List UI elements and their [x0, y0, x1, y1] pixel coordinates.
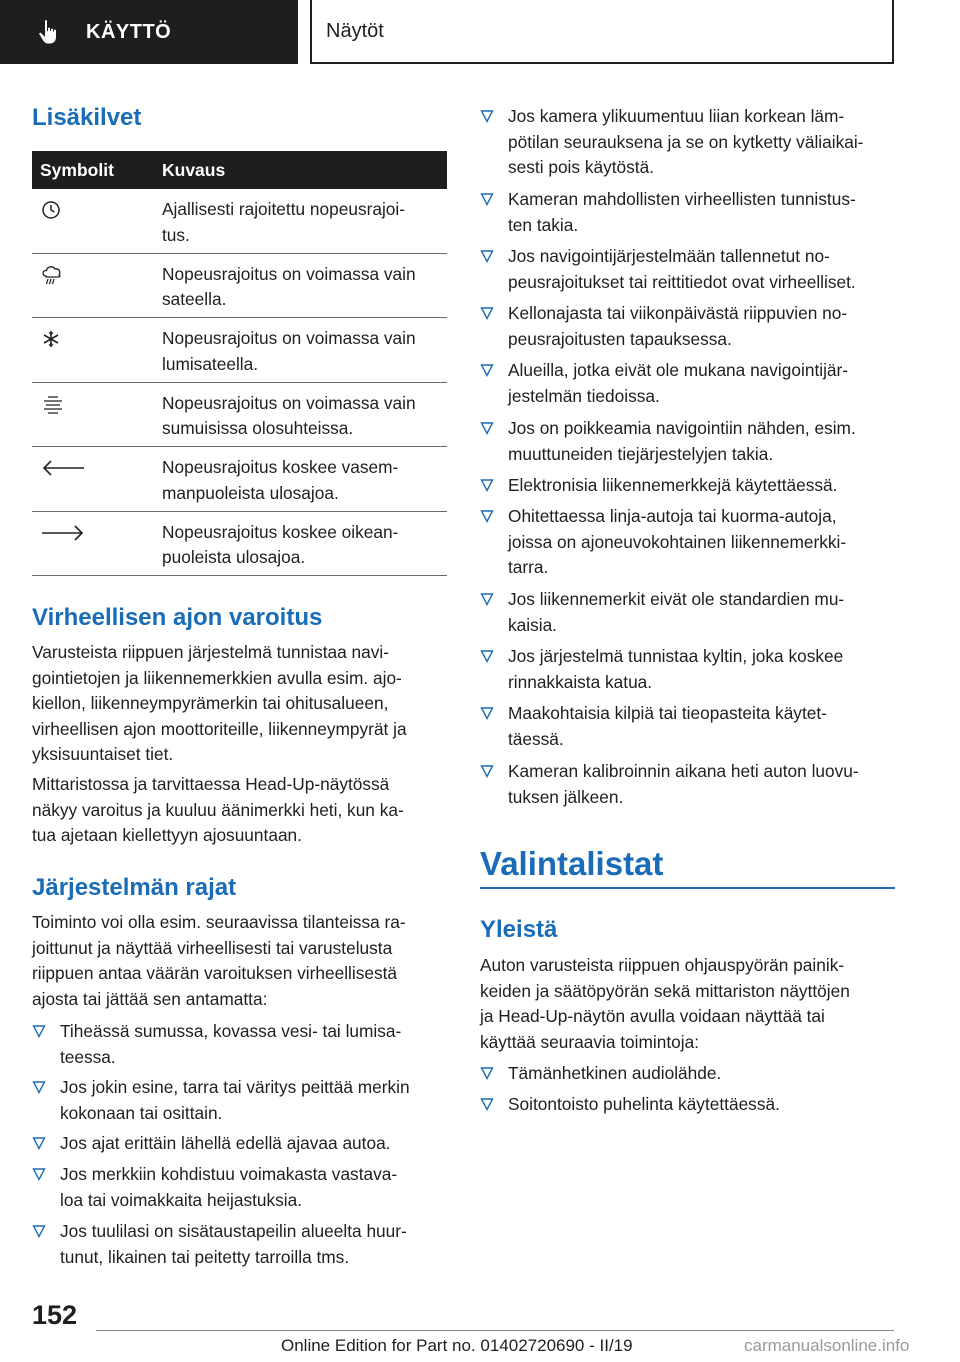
text-line: kiellon, liikenneympyrämerkin tai ohitusalueen,: [32, 693, 389, 713]
snowflake-icon: [40, 328, 62, 350]
text-line: muuttuneiden tiejärjestelyjen takia.: [508, 443, 774, 464]
hand-pointer-icon: [36, 18, 64, 46]
bullet-triangle-icon: [480, 478, 494, 492]
text-line: ja Head-Up-näytön avulla voidaan näyttää tai: [480, 1006, 825, 1026]
text-line: joissa on ajoneuvokohtainen liikennemerkki-: [508, 531, 847, 552]
rain-cloud-icon: [40, 264, 66, 286]
text-line: Varusteista riippuen järjestelmä tunnistaa navi-: [32, 642, 390, 662]
heading-virheellisen-ajon-varoitus: Virheellisen ajon varoitus: [32, 604, 323, 631]
text-line: kaisia.: [508, 614, 557, 635]
heading-yleista: Yleistä: [480, 916, 558, 943]
text-line: peusrajoitukset tai reittitiedot ovat virheelliset.: [508, 271, 856, 292]
subsection-title: Näytöt: [326, 19, 384, 42]
row-description-line1: Ajallisesti rajoitettu nopeusrajoi-: [162, 199, 406, 219]
text-line: Kameran mahdollisten virheellisten tunnistus-: [508, 189, 856, 209]
list-item: [32, 1019, 447, 1071]
clock-icon: [40, 199, 62, 221]
text-line: kokonaan tai osittain.: [60, 1102, 223, 1123]
table-header: [32, 151, 447, 189]
bullet-triangle-icon: [480, 306, 494, 320]
text-line: tuksen jälkeen.: [508, 786, 624, 807]
list-item: [480, 473, 895, 499]
row-description-line1: Nopeusrajoitus on voimassa vain: [162, 263, 416, 284]
row-description-line1: Nopeusrajoitus koskee oikean-: [162, 521, 399, 542]
bullet-triangle-icon: [32, 1224, 46, 1238]
bullet-triangle-icon: [480, 764, 494, 778]
text-line: Jos ajat erittäin lähellä edellä ajavaa autoa.: [60, 1133, 391, 1153]
bullet-triangle-icon: [480, 592, 494, 606]
arrow-left-icon: [40, 457, 86, 479]
text-line: jestelmän tiedoissa.: [508, 385, 660, 406]
subsection-header: [310, 0, 894, 64]
text-line: Mittaristossa ja tarvittaessa Head-Up-näytössä: [32, 774, 390, 794]
list-item: [480, 1092, 895, 1118]
text-line: Jos tuulilasi on sisätaustapeilin alueelta huur-: [60, 1221, 407, 1241]
text-line: Soitontoisto puhelinta käytettäessä.: [508, 1094, 780, 1114]
bullet-triangle-icon: [480, 421, 494, 435]
list-item: [480, 104, 895, 182]
list-item: [480, 701, 895, 753]
footer-edition: Online Edition for Part no. 01402720690 - II/19: [281, 1336, 633, 1355]
page-number: 152: [32, 1300, 78, 1330]
table-row: [32, 447, 447, 512]
heading-lisakilvet: Lisäkilvet: [32, 104, 142, 131]
symbols-table: [32, 151, 447, 576]
list-item: [32, 1131, 447, 1157]
table-row: [32, 318, 447, 383]
table-row: [32, 189, 447, 254]
bullet-triangle-icon: [480, 649, 494, 663]
col-header-symbols: Symbolit: [40, 159, 114, 180]
list-item: [480, 644, 895, 696]
list-item: [480, 587, 895, 639]
text-line: Jos jokin esine, tarra tai väritys peittää merkin: [60, 1077, 410, 1097]
row-description-line1: Nopeusrajoitus on voimassa vain: [162, 328, 416, 348]
bullet-triangle-icon: [480, 109, 494, 123]
text-line: gointietojen ja liikennemerkkien avulla esim. ajo-: [32, 667, 402, 688]
heading-rule: [480, 887, 895, 889]
text-line: Tiheässä sumussa, kovassa vesi- tai lumisa-: [60, 1021, 402, 1041]
text-line: Jos on poikkeamia navigointiin nähden, esim.: [508, 418, 856, 438]
bullet-triangle-icon: [480, 1066, 494, 1080]
footer-watermark: carmanualsonline.info: [744, 1336, 910, 1355]
bullet-triangle-icon: [32, 1167, 46, 1181]
text-line: ten takia.: [508, 214, 579, 235]
list-item: [480, 504, 895, 582]
list-item: [32, 1219, 447, 1271]
bullet-triangle-icon: [480, 509, 494, 523]
list-item: [480, 1061, 895, 1087]
bullet-triangle-icon: [480, 706, 494, 720]
text-line: virheellisen ajon moottoriteille, liikenneympyrät ja: [32, 718, 407, 739]
table-row: [32, 512, 447, 577]
footer-rule: [96, 1330, 894, 1331]
row-description-line1: Nopeusrajoitus on voimassa vain: [162, 392, 416, 413]
heading-valintalistat: Valintalistat: [480, 845, 664, 882]
list-item: [32, 1162, 447, 1214]
list-item: [480, 416, 895, 468]
text-line: käyttää seuraavia toimintoja:: [480, 1031, 700, 1052]
text-line: tua ajetaan kiellettyyn ajosuuntaan.: [32, 825, 302, 845]
text-line: riippuen antaa väärän varoituksen virheellisestä: [32, 963, 398, 983]
bullet-triangle-icon: [480, 192, 494, 206]
row-description-line2: manpuoleista ulosajoa.: [162, 482, 339, 503]
text-line: Jos kamera ylikuumentuu liian korkean läm-: [508, 106, 845, 126]
text-line: Kellonajasta tai viikonpäivästä riippuvien no-: [508, 303, 848, 323]
text-line: tunut, likainen tai peitetty tarroilla tms.: [60, 1246, 350, 1267]
bullet-triangle-icon: [480, 363, 494, 377]
text-line: keiden ja säätöpyörän sekä mittariston näyttöjen: [480, 980, 850, 1001]
text-line: Jos järjestelmä tunnistaa kyltin, joka koskee: [508, 646, 844, 666]
text-line: täessä.: [508, 728, 564, 749]
text-line: tarra.: [508, 557, 549, 577]
text-line: Ohitettaessa linja-autoja tai kuorma-autoja,: [508, 506, 837, 526]
text-line: Maakohtaisia kilpiä tai tieopasteita käytet-: [508, 703, 827, 723]
bullet-triangle-icon: [480, 249, 494, 263]
text-line: Toiminto voi olla esim. seuraavissa tilanteissa ra-: [32, 912, 406, 932]
bullet-triangle-icon: [32, 1136, 46, 1150]
list-item: [480, 759, 895, 811]
paragraph-general: [480, 953, 895, 1055]
table-row: [32, 383, 447, 448]
text-line: Auton varusteista riippuen ohjauspyörän painik-: [480, 955, 845, 975]
row-description-line2: puoleista ulosajoa.: [162, 547, 306, 567]
text-line: näkyy varoitus ja kuuluu äänimerkki heti, kun ka-: [32, 799, 404, 820]
row-description-line1: Nopeusrajoitus koskee vasem-: [162, 457, 399, 477]
list-item: [480, 358, 895, 410]
list-item: [480, 244, 895, 296]
paragraph-limits: [32, 910, 447, 1012]
bullet-triangle-icon: [480, 1097, 494, 1111]
list-item: [32, 1075, 447, 1127]
paragraph-wrong-way-2: [32, 772, 447, 849]
text-line: Tämänhetkinen audiolähde.: [508, 1063, 722, 1083]
heading-jarjestelman-rajat: Järjestelmän rajat: [32, 874, 237, 901]
text-line: loa tai voimakkaita heijastuksia.: [60, 1189, 303, 1210]
row-description-line2: sateella.: [162, 289, 227, 309]
text-line: Elektronisia liikennemerkkejä käytettäessä.: [508, 475, 838, 495]
fog-icon: [40, 393, 66, 415]
row-description-line2: lumisateella.: [162, 353, 259, 374]
bullet-triangle-icon: [32, 1024, 46, 1038]
text-line: Alueilla, jotka eivät ole mukana navigointijär-: [508, 360, 849, 380]
text-line: yksisuuntaiset tiet.: [32, 744, 174, 764]
col-header-description: Kuvaus: [162, 159, 226, 180]
paragraph-wrong-way-1: [32, 640, 447, 768]
table-row: [32, 254, 447, 319]
list-item: [480, 187, 895, 239]
section-title: KÄYTTÖ: [86, 20, 172, 43]
text-line: teessa.: [60, 1046, 116, 1067]
row-description-line2: sumuisissa olosuhteissa.: [162, 418, 354, 438]
text-line: rinnakkaista katua.: [508, 671, 653, 692]
text-line: pötilan seurauksena ja se on kytketty väliaikai-: [508, 131, 864, 152]
bullet-triangle-icon: [32, 1080, 46, 1094]
section-tab: [0, 0, 298, 64]
row-description-line2: tus.: [162, 224, 190, 245]
text-line: ajosta tai jättää sen antamatta:: [32, 988, 268, 1009]
arrow-right-icon: [40, 522, 86, 544]
text-line: Jos liikennemerkit eivät ole standardien mu-: [508, 589, 845, 609]
text-line: Jos navigointijärjestelmään tallennetut no-: [508, 246, 830, 266]
text-line: sesti pois käytöstä.: [508, 157, 654, 177]
text-line: Kameran kalibroinnin aikana heti auton luovu-: [508, 761, 859, 781]
list-item: [480, 301, 895, 353]
text-line: peusrajoitusten tapauksessa.: [508, 328, 732, 349]
text-line: Jos merkkiin kohdistuu voimakasta vastava-: [60, 1164, 398, 1184]
text-line: joittunut ja näyttää virheellisesti tai varustelusta: [32, 937, 393, 958]
